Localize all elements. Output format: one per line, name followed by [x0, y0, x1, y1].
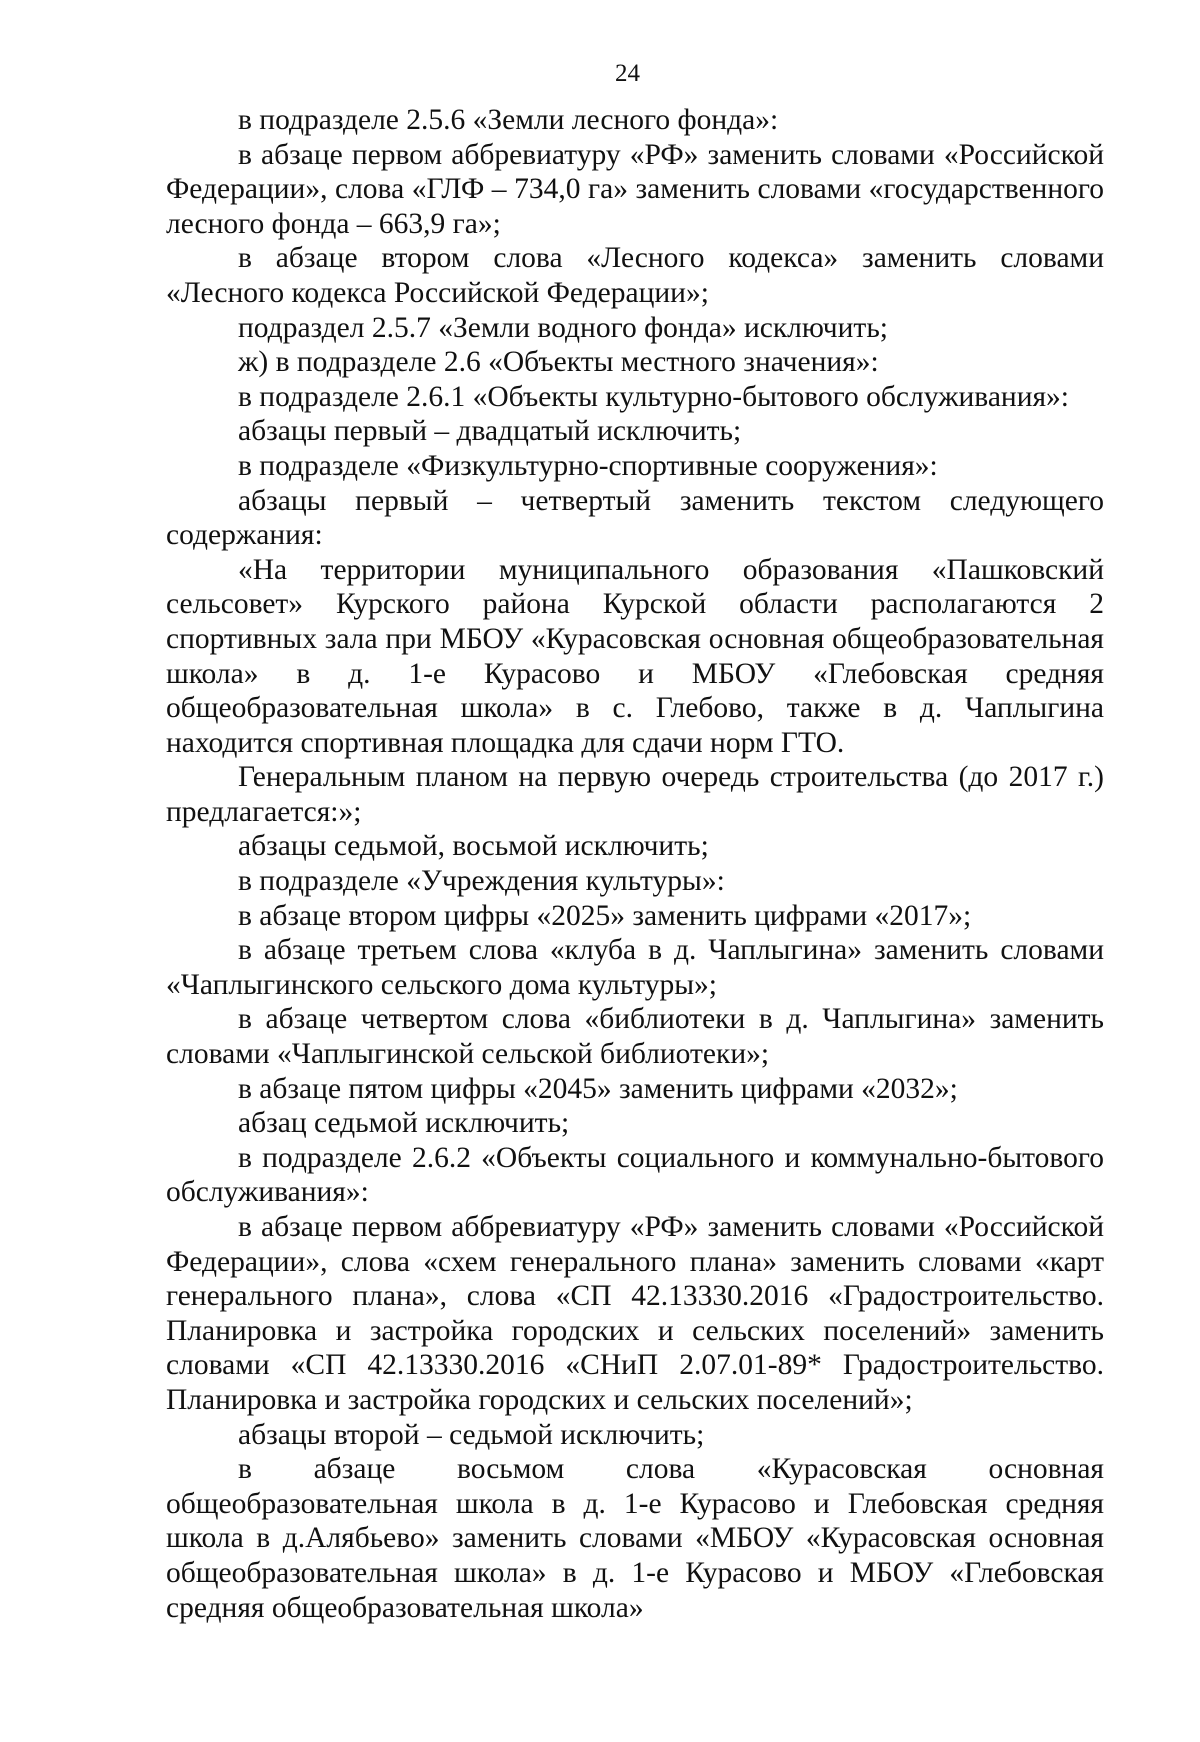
- paragraph: в абзаце четвертом слова «библиотеки в д. Чаплыгина» заменить словами «Чаплыгинской сельской библиотеки»;: [166, 1003, 1104, 1071]
- paragraph: в абзаце восьмом слова «Курасовская основная общеобразовательная школа в д. 1-е Курасово и Глебовская средняя школа в д.Алябьево» заменить словами «МБОУ «Курасовская основная общеобразовательная школа» в д. 1-е Курасово и МБОУ «Глебовская средняя общеобразовательная школа»: [166, 1453, 1104, 1624]
- paragraph: в подразделе 2.5.6 «Земли лесного фонда»:: [238, 104, 779, 136]
- paragraph: подраздел 2.5.7 «Земли водного фонда» исключить;: [238, 311, 888, 344]
- paragraph: в абзаце третьем слова «клуба в д. Чаплыгина» заменить словами «Чаплыгинского сельского дома культуры»;: [166, 934, 1104, 1001]
- paragraph: в абзаце первом аббревиатуру «РФ» заменить словами «Российской Федерации», слова «ГЛФ – 734,0 га» заменить словами «государственного лесного фонда – 663,9 га»;: [166, 138, 1104, 240]
- paragraph: абзацы первый – двадцатый исключить;: [238, 415, 742, 448]
- paragraph: в подразделе 2.6.2 «Объекты социального и коммунально-бытового обслуживания»:: [166, 1141, 1104, 1209]
- paragraph: абзацы второй – седьмой исключить;: [238, 1418, 705, 1451]
- paragraph: «На территории муниципального образования «Пашковский сельсовет» Курского района Курской области располагаются 2 спортивных зала при МБОУ «Курасовская основная общеобразовательная школа» в д. 1-е Курасово и МБОУ «Глебовская средняя общеобразовательная школа» в с. Глебово, также в д. Чаплыгина находится спортивная площадка для сдачи норм ГТО.: [166, 553, 1104, 759]
- paragraph: ж) в подразделе 2.6 «Объекты местного значения»:: [238, 346, 879, 379]
- page-number: 24: [615, 60, 640, 87]
- paragraph: в подразделе «Учреждения культуры»:: [238, 865, 725, 898]
- paragraph: в подразделе «Физкультурно-спортивные сооружения»:: [238, 449, 938, 482]
- paragraph: абзацы седьмой, восьмой исключить;: [238, 830, 709, 863]
- document-body: [166, 103, 1104, 1625]
- paragraph: в абзаце пятом цифры «2045» заменить цифрами «2032»;: [238, 1072, 958, 1105]
- paragraph: абзацы первый – четвертый заменить текстом следующего содержания:: [166, 484, 1104, 552]
- paragraph: в абзаце втором слова «Лесного кодекса» заменить словами «Лесного кодекса Российской Федерации»;: [166, 242, 1104, 309]
- paragraph: в абзаце втором цифры «2025» заменить цифрами «2017»;: [238, 899, 972, 932]
- paragraph: абзац седьмой исключить;: [238, 1107, 570, 1140]
- paragraph: Генеральным планом на первую очередь строительства (до 2017 г.) предлагается:»;: [166, 761, 1104, 828]
- paragraph: в подразделе 2.6.1 «Объекты культурно-бытового обслуживания»:: [238, 380, 1069, 413]
- paragraph: в абзаце первом аббревиатуру «РФ» заменить словами «Российской Федерации», слова «схем генерального плана» заменить словами «карт генерального плана», слова «СП 42.13330.2016 «Градостроительство. Планировка и застройка городских и сельских поселений» заменить словами «СП 42.13330.2016 «СНиП 2.07.01-89* Градостроительство. Планировка и застройка городских и сельских поселений»;: [166, 1211, 1104, 1416]
